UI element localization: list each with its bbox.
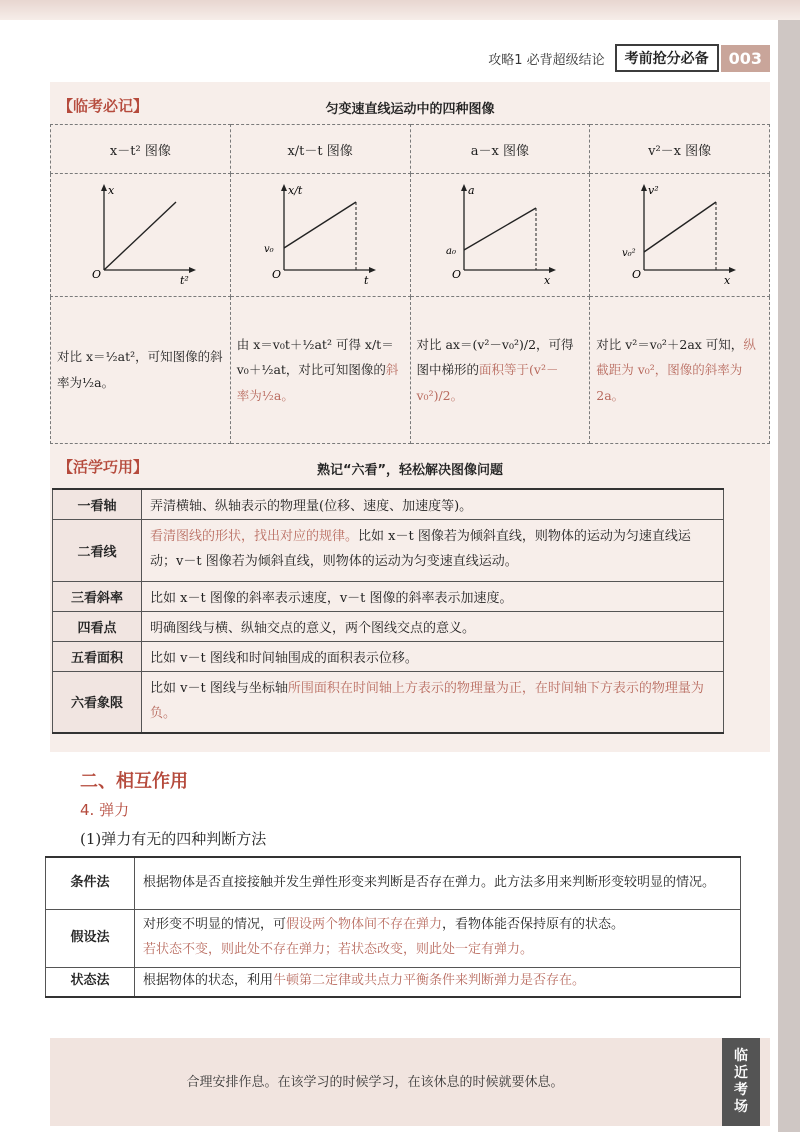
col4-title: v²－x 图像 [590, 125, 770, 174]
table-row [46, 857, 741, 909]
origin-label: O [451, 268, 461, 281]
row-value [135, 909, 741, 967]
xt-t-graph [260, 178, 380, 288]
intercept-label: v₀ [264, 244, 274, 255]
y-axis-label: x/t [288, 184, 303, 197]
row-key: 五看面积 [53, 641, 142, 671]
side-label-text: 临近考场 [734, 1048, 748, 1115]
section-heading: 二、相互作用 [80, 771, 188, 792]
apply-tag: 【活学巧用】 [58, 458, 149, 476]
y-axis-label: v² [647, 184, 659, 197]
row-key: 条件法 [46, 857, 135, 909]
graphs-caption: 匀变速直线运动中的四种图像 [325, 102, 495, 117]
intercept-label: a₀ [445, 246, 456, 257]
origin-label: O [272, 268, 282, 281]
row-highlight: 牛顿第二定律或共点力平衡条件来判断弹力是否存在。 [273, 973, 586, 989]
row-text: 明确图线与横、纵轴交点的意义，两个图线交点的意义。 [150, 620, 476, 636]
row-highlight: 看清图线的形状，找出对应的规律。 [150, 529, 359, 545]
row-text: 根据物体是否直接接触并发生弹性形变来判断是否存在弹力。此方法多用来判断形变较明显的情况。 [143, 874, 716, 890]
table-row [53, 611, 724, 641]
col3-text: 对比 ax＝(v²－v₀²)/2，可得图中梯形的 [416, 336, 574, 378]
col1-explanation [51, 297, 231, 444]
elastic-force-methods-table [45, 856, 741, 998]
header-crumb: 攻略1 必背超级结论 [488, 52, 605, 68]
y-axis-label: x [108, 184, 115, 197]
a-x-graph [440, 178, 560, 288]
row-value [135, 967, 741, 997]
row-text: 对形变不明显的情况，可 [143, 917, 287, 933]
col3-explanation [410, 297, 590, 444]
footer-tip: 合理安排作息。在该学习的时候学习，在该休息的时候就要休息。 [186, 1075, 564, 1090]
page-top-edge [0, 0, 800, 20]
footer-panel [50, 1038, 770, 1126]
graph-cell-1 [51, 174, 231, 297]
table-row [46, 909, 741, 967]
page-number: 003 [721, 45, 770, 72]
row-text-rest: ，看物体能否保持原有的状态。 [442, 917, 625, 933]
row-key: 二看线 [53, 519, 142, 581]
col2-title: x/t－t 图像 [230, 125, 410, 174]
table-row [46, 967, 741, 997]
row-highlight-2: 若状态不变，则此处不存在弹力；若状态改变，则此处一定有弹力。 [143, 942, 534, 957]
col2-text: 由 x＝v₀t＋½at² 可得 x/t＝v₀＋½at，对比可知图像的 [236, 336, 394, 378]
row-value [142, 641, 724, 671]
row-value [142, 489, 724, 519]
origin-label: O [92, 268, 102, 281]
graph-cell-3 [410, 174, 590, 297]
col2-explanation [230, 297, 410, 444]
x-axis-label: x [543, 274, 551, 287]
row-value [135, 857, 741, 909]
x-axis-label: t² [180, 274, 190, 287]
row-key: 假设法 [46, 909, 135, 967]
row-key: 一看轴 [53, 489, 142, 519]
graph-cell-2 [230, 174, 410, 297]
v2-x-graph [620, 178, 740, 288]
col1-title: x－t² 图像 [51, 125, 231, 174]
x-axis-label: x [723, 274, 730, 287]
row-text: 比如 x－t 图像的斜率表示速度，v－t 图像的斜率表示加速度。 [150, 590, 513, 606]
graph-cell-4 [590, 174, 770, 297]
col4-text: 对比 v²＝v₀²＋2ax 可知， [596, 336, 744, 352]
row-value [142, 581, 724, 611]
row-key: 三看斜率 [53, 581, 142, 611]
x-axis-label: t [364, 274, 369, 287]
row-text: 比如 v－t 图线与坐标轴 [150, 681, 288, 697]
row-text: 弄清横轴、纵轴表示的物理量(位移、速度、加速度等)。 [150, 498, 473, 514]
table-row [53, 489, 724, 519]
table-row [53, 641, 724, 671]
header-badge: 考前抢分必备 [615, 44, 719, 72]
row-key: 六看象限 [53, 671, 142, 733]
section-subsubheading: (1)弹力有无的四种判断方法 [80, 830, 267, 848]
row-value [142, 671, 724, 733]
page-header [460, 42, 770, 74]
origin-label: O [631, 268, 641, 281]
four-graphs-table [50, 124, 770, 444]
section-subheading: 4. 弹力 [80, 801, 130, 819]
table-row [53, 671, 724, 733]
right-edge-strip [778, 20, 800, 1132]
row-text: 根据物体的状态，利用 [143, 973, 274, 989]
row-key: 四看点 [53, 611, 142, 641]
col2-highlight: 斜率为½a。 [236, 362, 399, 403]
memorize-tag: 【临考必记】 [58, 97, 149, 115]
y-axis-label: a [467, 184, 475, 197]
row-highlight: 假设两个物体间不存在弹力 [286, 917, 443, 933]
row-highlight: 所围面积在时间轴上方表示的物理量为正，在时间轴下方表示的物理量为负。 [150, 681, 704, 721]
col1-text: 对比 x＝½at²，可知图像的斜率为½a。 [57, 349, 223, 390]
col4-highlight: 纵截距为 v₀²，图像的斜率为 2a。 [596, 336, 756, 403]
intercept-label: v₀² [621, 248, 636, 259]
table-row [53, 581, 724, 611]
table-row [53, 519, 724, 581]
footer-side-label [722, 1038, 760, 1126]
xt2-graph [80, 178, 200, 288]
col3-title: a－x 图像 [410, 125, 590, 174]
row-key: 状态法 [46, 967, 135, 997]
row-text: 比如 x－t 图像若为倾斜直线，则物体的运动为匀速直线运动；v－t 图像若为倾斜直线，则物体的运动为匀变速直线运动。 [150, 529, 691, 569]
row-value [142, 611, 724, 641]
col3-highlight: 面积等于(v²－v₀²)/2。 [416, 362, 559, 403]
six-look-table [52, 488, 724, 734]
row-value [142, 519, 724, 581]
col4-explanation [590, 297, 770, 444]
row-text: 比如 v－t 图线和时间轴围成的面积表示位移。 [150, 650, 418, 666]
six-look-caption: 熟记“六看”，轻松解决图像问题 [316, 463, 504, 478]
